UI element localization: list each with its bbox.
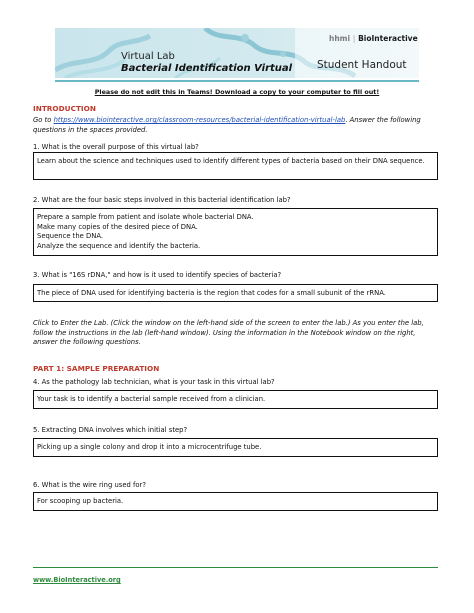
answer-3-text: The piece of DNA used for identifying bacteria is the region that codes for a small subunit of the rRNA. — [37, 289, 386, 297]
logo-name: BioInteractive — [358, 34, 418, 43]
footer-website-link[interactable]: www.BioInteractive.org — [33, 576, 121, 584]
lab-link[interactable]: https://www.biointeractive.org/classroom-resources/bacterial-identification-virtual-lab — [53, 116, 346, 124]
question-2: 2. What are the four basic steps involved in this bacterial identification lab? — [33, 196, 291, 204]
answer-6-text: For scooping up bacteria. — [37, 497, 124, 505]
lab-name-title: Bacterial Identification Virtual — [121, 63, 293, 74]
lab-instructions: Click to Enter the Lab. (Click the window on the left-hand side of the screen to enter the lab.) As you enter the lab, follow the instructions in the lab (left-hand window). Using the information in the Notebook window on the right, answer the following questions. — [33, 319, 424, 347]
answer-2-line: Sequence the DNA. — [37, 232, 104, 241]
question-1: 1. What is the overall purpose of this virtual lab? — [33, 143, 199, 151]
part-1-heading: PART 1: SAMPLE PREPARATION — [33, 364, 160, 373]
go-to-text: Go to — [33, 116, 54, 124]
answer-2-line: Analyze the sequence and identify the bacteria. — [37, 241, 201, 250]
answer-6-box[interactable] — [33, 492, 438, 511]
answer-2-line: Prepare a sample from patient and isolate whole bacterial DNA. — [37, 213, 254, 221]
answer-4-box[interactable] — [33, 390, 438, 409]
footer-divider — [33, 567, 438, 568]
answer-4-text: Your task is to identify a bacterial sample received from a clinician. — [37, 395, 266, 403]
question-4: 4. As the pathology lab technician, what is your task in this virtual lab? — [33, 378, 275, 386]
lab-type-title: Virtual Lab — [121, 51, 175, 62]
answer-2-line: Make many copies of the desired piece of DNA. — [37, 222, 198, 231]
answer-1-box[interactable] — [33, 152, 438, 180]
question-5: 5. Extracting DNA involves which initial step? — [33, 426, 188, 434]
biointeractive-logo — [329, 34, 418, 43]
logo-separator: | — [352, 34, 356, 43]
question-3: 3. What is "16S rDNA," and how is it used to identify species of bacteria? — [33, 271, 282, 279]
intro-instruction-text: . Answer the following questions in the spaces provided. — [33, 116, 421, 134]
question-6: 6. What is the wire ring used for? — [33, 481, 146, 489]
answer-2-box[interactable] — [33, 208, 438, 256]
introduction-heading: INTRODUCTION — [33, 104, 96, 113]
answer-5-box[interactable] — [33, 438, 438, 457]
introduction-text — [33, 116, 437, 135]
answer-3-box[interactable] — [33, 284, 438, 302]
answer-1-text: Learn about the science and techniques used to identify different types of bacteria based on their DNA sequence. — [37, 157, 425, 165]
student-handout-label: Student Handout — [317, 59, 407, 71]
logo-hhmi: hhmi — [329, 34, 351, 43]
answer-5-text: Picking up a single colony and drop it into a microcentrifuge tube. — [37, 443, 262, 451]
edit-notice: Please do not edit this in Teams! Download a copy to your computer to fill out! — [94, 88, 380, 96]
header-divider — [55, 80, 419, 82]
header-banner — [55, 28, 419, 78]
